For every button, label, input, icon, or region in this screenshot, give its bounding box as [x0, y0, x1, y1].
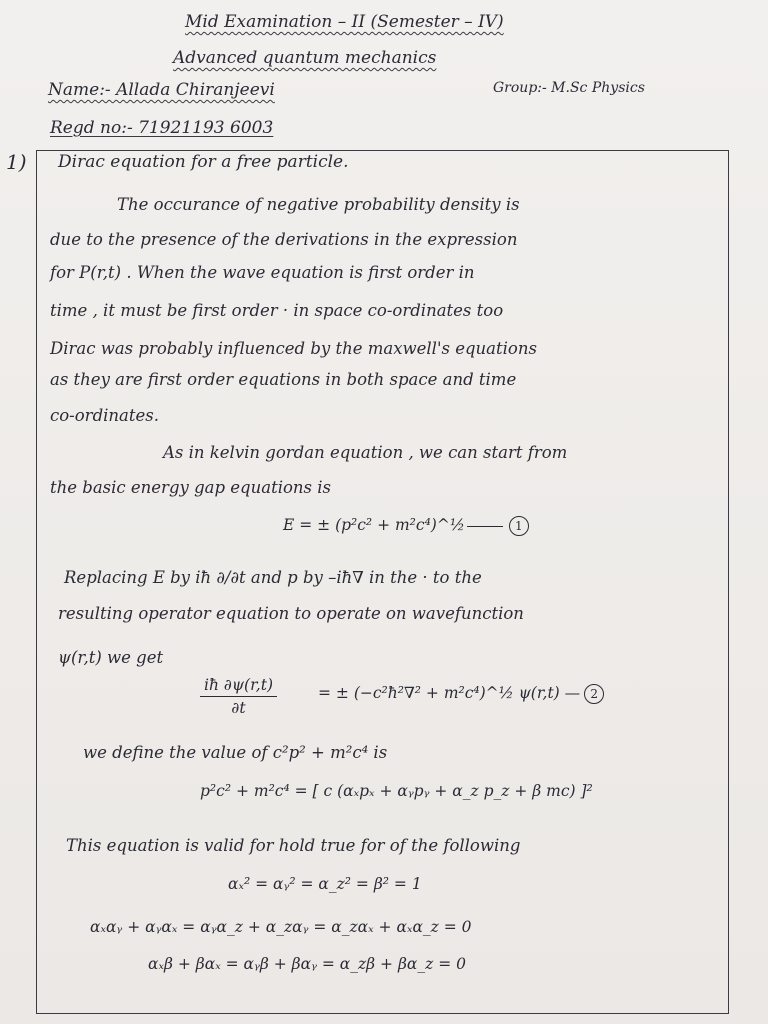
- equation-1: E = ± (p²c² + m²c⁴)^½ 1: [283, 516, 529, 536]
- student-group: Group:- M.Sc Physics: [493, 80, 645, 96]
- body-line-12: ψ(r,t) we get: [58, 648, 164, 667]
- body-line-11: resulting operator equation to operate on wavefunction: [58, 604, 524, 623]
- equation-tag-2: 2: [584, 684, 604, 704]
- equation-3: p²c² + m²c⁴ = [ c (αₓpₓ + αᵧpᵧ + α_z p_z + β mc) ]²: [200, 782, 593, 800]
- equation-6: αₓβ + βαₓ = αᵧβ + βαᵧ = α_zβ + βα_z = 0: [148, 955, 466, 973]
- registration-number: Regd no:- 71921193 6003: [50, 118, 274, 138]
- equation-2-rhs: = ± (−c²ħ²∇² + m²c⁴)^½ ψ(r,t) — 2: [318, 684, 604, 704]
- body-line-7: co-ordinates.: [50, 406, 159, 425]
- student-name: Name:- Allada Chiranjeevi: [48, 80, 275, 100]
- question-heading: Dirac equation for a free particle.: [58, 152, 349, 172]
- body-line-8: As in kelvin gordan equation , we can start from: [163, 443, 568, 462]
- equation-4: αₓ² = αᵧ² = α_z² = β² = 1: [228, 875, 422, 893]
- body-line-9: the basic energy gap equations is: [50, 478, 331, 497]
- equation-tag-1: 1: [509, 516, 529, 536]
- body-line-5: Dirac was probably influenced by the maxwell's equations: [50, 339, 537, 358]
- body-line-10: Replacing E by iħ ∂/∂t and p by –iħ∇ in the · to the: [64, 568, 482, 587]
- equation-5: αₓαᵧ + αᵧαₓ = αᵧα_z + α_zαᵧ = α_zαₓ + αₓα_z = 0: [90, 918, 472, 936]
- subject-title: Advanced quantum mechanics: [173, 48, 437, 68]
- body-line-13: we define the value of c²p² + m²c⁴ is: [83, 743, 388, 762]
- exam-title: Mid Examination – II (Semester – IV): [185, 12, 504, 32]
- question-number: 1): [6, 150, 27, 174]
- body-line-2: due to the presence of the derivations in the expression: [50, 230, 518, 249]
- body-line-4: time , it must be first order · in space co-ordinates too: [50, 301, 504, 320]
- body-line-3: for P(r,t) . When the wave equation is first order in: [50, 263, 475, 282]
- body-line-1: The occurance of negative probability density is: [117, 195, 520, 214]
- body-line-6: as they are first order equations in both space and time: [50, 370, 517, 389]
- equation-2-lhs: $\frac{iħ \partial\psi(r,t)}{\partial t}$: [200, 676, 277, 717]
- body-line-14: This equation is valid for hold true for of the following: [66, 836, 521, 855]
